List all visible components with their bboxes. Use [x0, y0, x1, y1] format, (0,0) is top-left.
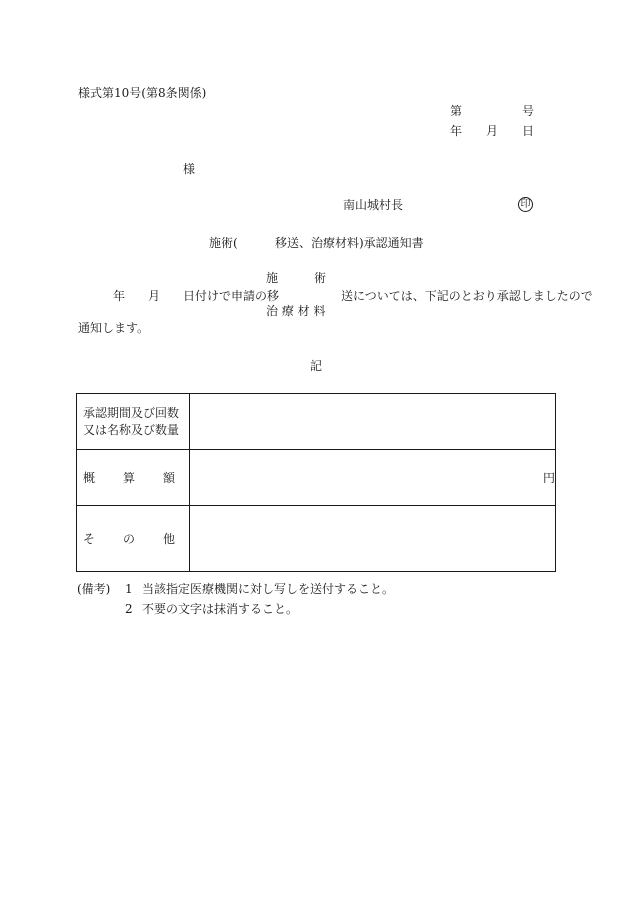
title-suffix: 移送、治療材料)承認通知書 [275, 236, 424, 250]
approval-period-value [190, 394, 556, 450]
other-label-char: 他 [162, 532, 175, 546]
note-1-number: 1 [125, 582, 133, 596]
other-label-char: そ [83, 532, 96, 546]
body-month: 月 [148, 289, 161, 303]
date-month: 月 [486, 124, 499, 138]
issuer: 南山城村長 [343, 198, 404, 212]
doc-number-go: 号 [522, 104, 535, 118]
ki-heading: 記 [310, 359, 323, 373]
estimate-label-char: 算 [122, 471, 135, 485]
title-prefix: 施術( [209, 236, 238, 250]
body-text-1: 日付けで申請の移 [183, 289, 280, 303]
table-row [77, 450, 556, 506]
other-label-char: の [122, 532, 135, 546]
yen-unit: 円 [542, 471, 555, 485]
note-1-text: 当該指定医療機関に対し写しを送付すること。 [142, 582, 395, 596]
other-label [77, 506, 190, 572]
estimate-value [190, 450, 556, 506]
body-text-2: 送については、下記のとおり承認しましたので [341, 289, 593, 303]
body-upper-choice: 施 術 [266, 271, 327, 285]
form-number: 様式第10号(第8条関係) [78, 86, 207, 100]
addressee-suffix: 様 [183, 162, 196, 176]
seal-icon: 印 [518, 197, 533, 212]
approval-period-label-line2: 又は名称及び数量 [83, 422, 180, 437]
body-text-3: 通知します。 [78, 321, 150, 335]
body-lower-choice: 治 療 材 料 [266, 304, 326, 318]
body-year: 年 [113, 289, 126, 303]
date-year: 年 [450, 124, 463, 138]
details-table [76, 393, 556, 572]
table-row [77, 506, 556, 572]
note-2-number: 2 [125, 602, 133, 616]
estimate-label-char: 額 [162, 471, 175, 485]
table-row [77, 394, 556, 450]
other-value [190, 506, 556, 572]
date-day: 日 [522, 124, 535, 138]
doc-number-dai: 第 [450, 104, 463, 118]
approval-period-label [77, 394, 190, 450]
approval-period-label-line1: 承認期間及び回数 [83, 405, 180, 420]
estimate-label [77, 450, 190, 506]
notes-prefix: (備考) [77, 582, 111, 596]
note-2-text: 不要の文字は抹消すること。 [142, 602, 299, 616]
estimate-label-char: 概 [83, 471, 96, 485]
